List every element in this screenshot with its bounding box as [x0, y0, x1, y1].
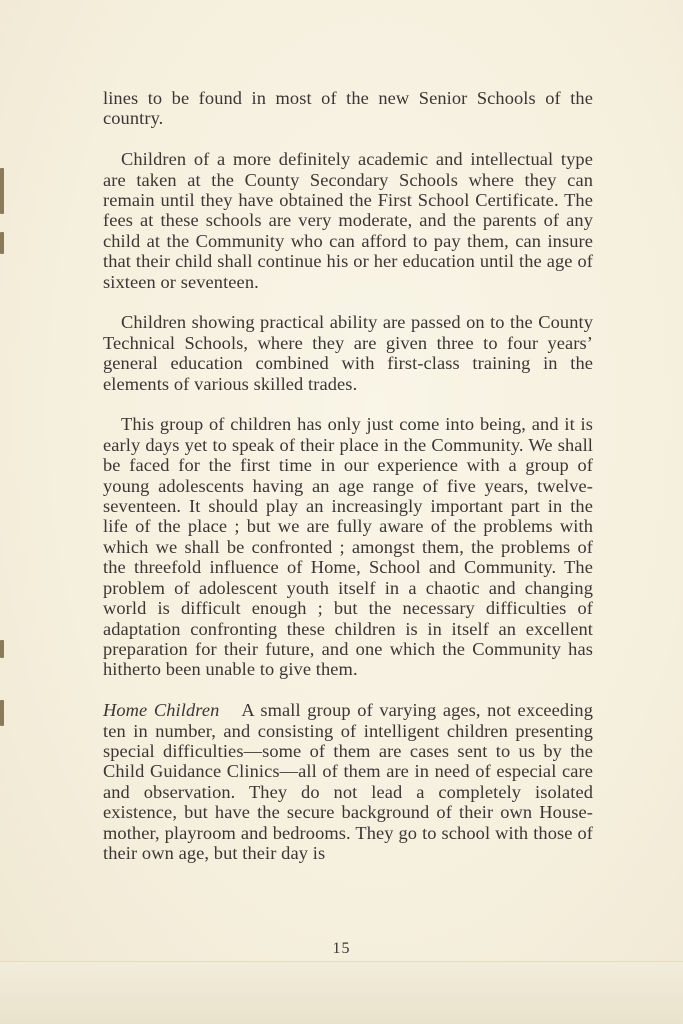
page-bottom-edge: [0, 961, 683, 1024]
paragraph: lines to be found in most of the new Senior Schools of the country.: [103, 88, 593, 129]
paragraph: Children showing practical ability are passed on to the County Technical Schools, where they are given three to four years’ general education combined with first-class training in the elements of various skilled trades.: [103, 312, 593, 394]
page-number: 15: [332, 940, 351, 957]
section-heading: Home Children: [103, 700, 220, 721]
body-text: [103, 88, 593, 863]
binding-mark: [0, 640, 4, 658]
binding-mark: [0, 168, 4, 214]
section-text: A small group of varying ages, not exceeding ten in number, and consisting of intelligent children presenting special difficulties—some of them are cases sent to us by the Child Guidance Clinics—all of them are in need of especial care and observation. They do not lead a completely isolated existence, but have the secure background of their own House-mother, playroom and bedrooms. They go to school with those of their own age, but their day is: [103, 700, 593, 863]
binding-mark: [0, 232, 4, 254]
binding-mark: [0, 700, 4, 726]
home-children-paragraph: [103, 700, 593, 863]
paragraph: Children of a more definitely academic and intellectual type are taken at the County Secondary Schools where they can remain until they have obtained the First School Certificate. The fees at these schools are very moderate, and the parents of any child at the Community who can afford to pay them, can insure that their child shall continue his or her education until the age of sixteen or seventeen.: [103, 149, 593, 292]
paragraph: This group of children has only just come into being, and it is early days yet to speak of their place in the Community. We shall be faced for the first time in our experience with a group of young adolescents having an age range of five years, twelve-seventeen. It should play an increasingly important part in the life of the place ; but we are fully aware of the problems with which we shall be confronted ; amongst them, the problems of the threefold influence of Home, School and Community. The problem of adolescent youth itself in a chaotic and changing world is difficult enough ; but the necessary difficulties of adaptation confronting these children is in itself an excellent preparation for their future, and one which the Community has hitherto been unable to give them.: [103, 414, 593, 680]
